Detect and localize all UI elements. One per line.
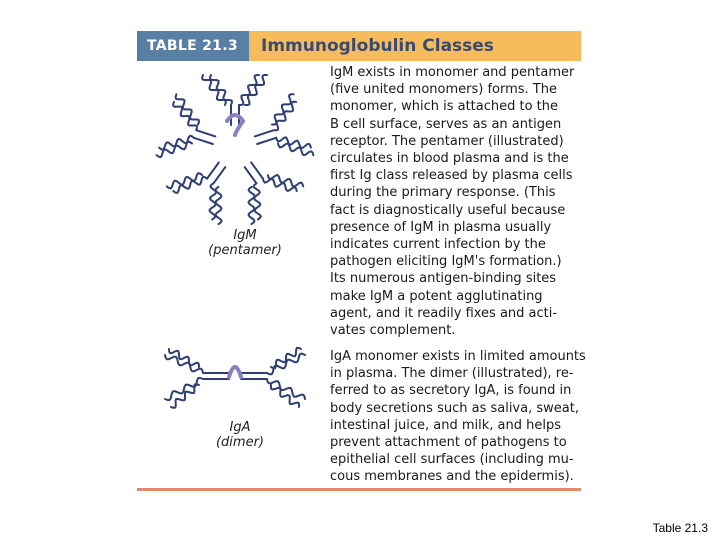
igm-name: IgM — [233, 228, 257, 243]
pentamer-stem — [257, 138, 276, 144]
dimer-arm — [165, 378, 203, 400]
igm-pentamer-illustration — [140, 62, 320, 227]
pentamer-stem — [251, 162, 263, 178]
pentamer-arm — [215, 187, 221, 224]
table-bottom-rule — [137, 488, 581, 491]
iga-caption — [190, 420, 290, 450]
pentamer-stem — [245, 167, 257, 183]
pentamer-arm — [249, 187, 255, 224]
pentamer-arm — [173, 102, 197, 130]
joining-chain — [227, 115, 243, 135]
pentamer-stem — [194, 138, 213, 144]
table-number: TABLE 21.3 — [137, 31, 249, 61]
pentamer-arm — [274, 102, 296, 131]
dimer-joining-chain — [229, 367, 241, 377]
table-title: Immunoglobulin Classes — [249, 31, 581, 61]
igm-description: IgM exists in monomer and pentamer (five united monomers) forms. The monomer, which is attached to the B cell surface, serves as an antigen receptor. The pentamer (illustrated) circulates in blood plasma and is the first Ig class released by plasma cells during the primary response. (This fact is diagnostically useful because presence of IgM in plasma usually indicates current infection by the pathogen eliciting IgM's formation.) Its numerous antigen-binding sites make IgM a potent agglutinating agent, and it readily fixes and acti- vates complement. — [330, 65, 575, 339]
pentamer-arm — [278, 144, 313, 156]
pentamer-stem — [214, 167, 226, 183]
igm-form: (pentamer) — [208, 243, 282, 258]
table-header — [137, 31, 581, 61]
iga-dimer-illustration — [140, 345, 320, 420]
iga-name: IgA — [229, 420, 251, 435]
pentamer-stem — [196, 130, 215, 136]
iga-form: (dimer) — [215, 435, 264, 450]
slide-caption: Table 21.3 — [652, 521, 708, 535]
igm-caption — [195, 228, 295, 258]
pentamer-stem — [207, 162, 219, 178]
pentamer-stem — [255, 130, 274, 136]
pentamer-arm — [176, 94, 199, 124]
pentamer-arm — [254, 183, 261, 219]
iga-description: IgA monomer exists in limited amounts in plasma. The dimer (illustrated), re- ferred to as secretory IgA, is found in body secretions such as saliva, sweat, intestinal juice, and milk, and helps prevent attachment of pathogens to epithelial cell surfaces (including mu- cous membranes and the epidermis). — [330, 349, 586, 485]
